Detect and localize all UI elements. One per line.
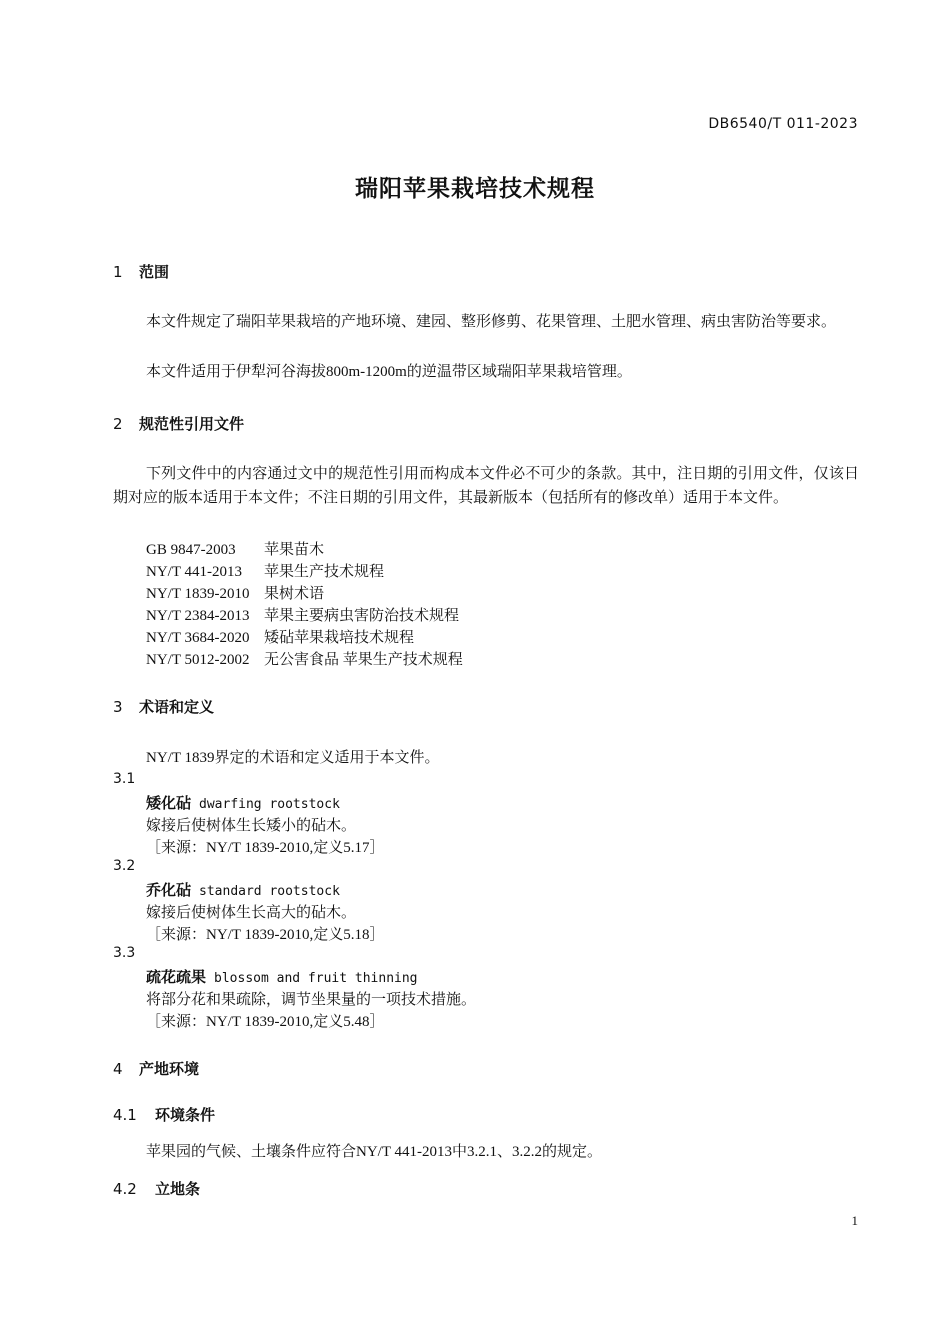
subsection-number: 4.1 xyxy=(113,1106,137,1124)
term-source: ［来源：NY/T 1839-2010,定义5.48］ xyxy=(146,1014,385,1030)
section-3-heading xyxy=(113,696,214,717)
document-number: DB6540/T 011-2023 xyxy=(708,116,858,132)
reference-name: 苹果主要病虫害防治技术规程 xyxy=(264,608,460,624)
subsection-4-2-heading xyxy=(113,1178,200,1199)
term-name-en: blossom and fruit thinning xyxy=(214,971,418,986)
section-4-heading xyxy=(113,1058,199,1079)
section-1-heading xyxy=(113,261,169,282)
reference-item xyxy=(146,626,414,647)
subsection-number: 4.2 xyxy=(113,1180,137,1198)
reference-item xyxy=(146,648,463,669)
reference-code: NY/T 441-2013 xyxy=(146,564,242,580)
term-number: 3.2 xyxy=(113,858,136,874)
term-number: 3.1 xyxy=(113,771,136,787)
term-source: ［来源：NY/T 1839-2010,定义5.18］ xyxy=(146,927,385,943)
subsection-4-1-paragraph: 苹果园的气候、土壤条件应符合NY/T 441-2013中3.2.1、3.2.2的规定。 xyxy=(146,1144,602,1160)
section-number: 3 xyxy=(113,698,123,716)
section-1-paragraph-2: 本文件适用于伊犁河谷海拔800m-1200m的逆温带区域瑞阳苹果栽培管理。 xyxy=(146,364,632,380)
section-number: 2 xyxy=(113,415,123,433)
reference-code: NY/T 2384-2013 xyxy=(146,608,250,624)
section-title: 规范性引用文件 xyxy=(139,415,245,433)
term-name xyxy=(146,966,418,987)
term-name-en: dwarfing rootstock xyxy=(199,797,340,812)
term-name-zh: 矮化砧 xyxy=(146,794,192,812)
reference-name: 苹果生产技术规程 xyxy=(264,564,385,580)
section-number: 4 xyxy=(113,1060,123,1078)
term-name-zh: 乔化砧 xyxy=(146,881,192,899)
subsection-4-1-heading xyxy=(113,1104,215,1125)
term-number: 3.3 xyxy=(113,945,136,961)
reference-item xyxy=(146,560,384,581)
reference-item xyxy=(146,538,324,559)
term-source: ［来源：NY/T 1839-2010,定义5.17］ xyxy=(146,840,385,856)
section-title: 产地环境 xyxy=(139,1060,200,1078)
reference-code: NY/T 1839-2010 xyxy=(146,586,250,602)
reference-code: GB 9847-2003 xyxy=(146,542,236,558)
reference-name: 矮砧苹果栽培技术规程 xyxy=(264,630,415,646)
term-name xyxy=(146,792,340,813)
document-title: 瑞阳苹果栽培技术规程 xyxy=(355,176,595,202)
page-number: 1 xyxy=(851,1213,858,1228)
term-name-zh: 疏花疏果 xyxy=(146,968,207,986)
reference-name: 果树术语 xyxy=(264,586,325,602)
term-name-en: standard rootstock xyxy=(199,884,340,899)
section-3-intro: NY/T 1839界定的术语和定义适用于本文件。 xyxy=(146,750,440,766)
term-definition: 将部分花和果疏除，调节坐果量的一项技术措施。 xyxy=(146,992,477,1008)
term-definition: 嫁接后使树体生长高大的砧木。 xyxy=(146,905,357,921)
term-definition: 嫁接后使树体生长矮小的砧木。 xyxy=(146,818,357,834)
section-2-heading xyxy=(113,413,244,434)
reference-item xyxy=(146,582,324,603)
subsection-title: 环境条件 xyxy=(155,1106,216,1124)
section-number: 1 xyxy=(113,263,123,281)
section-2-paragraph: 下列文件中的内容通过文中的规范性引用而构成本文件必不可少的条款。其中，注日期的引用文件，仅该日期对应的版本适用于本文件；不注日期的引用文件，其最新版本（包括所有的修改单）适用于本文件。 xyxy=(113,466,859,506)
reference-code: NY/T 3684-2020 xyxy=(146,630,250,646)
section-title: 术语和定义 xyxy=(139,698,215,716)
reference-name: 无公害食品 苹果生产技术规程 xyxy=(264,652,463,668)
subsection-title: 立地条 xyxy=(155,1180,201,1198)
reference-item xyxy=(146,604,459,625)
section-title: 范围 xyxy=(139,263,170,281)
section-1-paragraph-1: 本文件规定了瑞阳苹果栽培的产地环境、建园、整形修剪、花果管理、土肥水管理、病虫害防治等要求。 xyxy=(146,314,837,330)
reference-code: NY/T 5012-2002 xyxy=(146,652,250,668)
reference-name: 苹果苗木 xyxy=(264,542,325,558)
term-name xyxy=(146,879,340,900)
